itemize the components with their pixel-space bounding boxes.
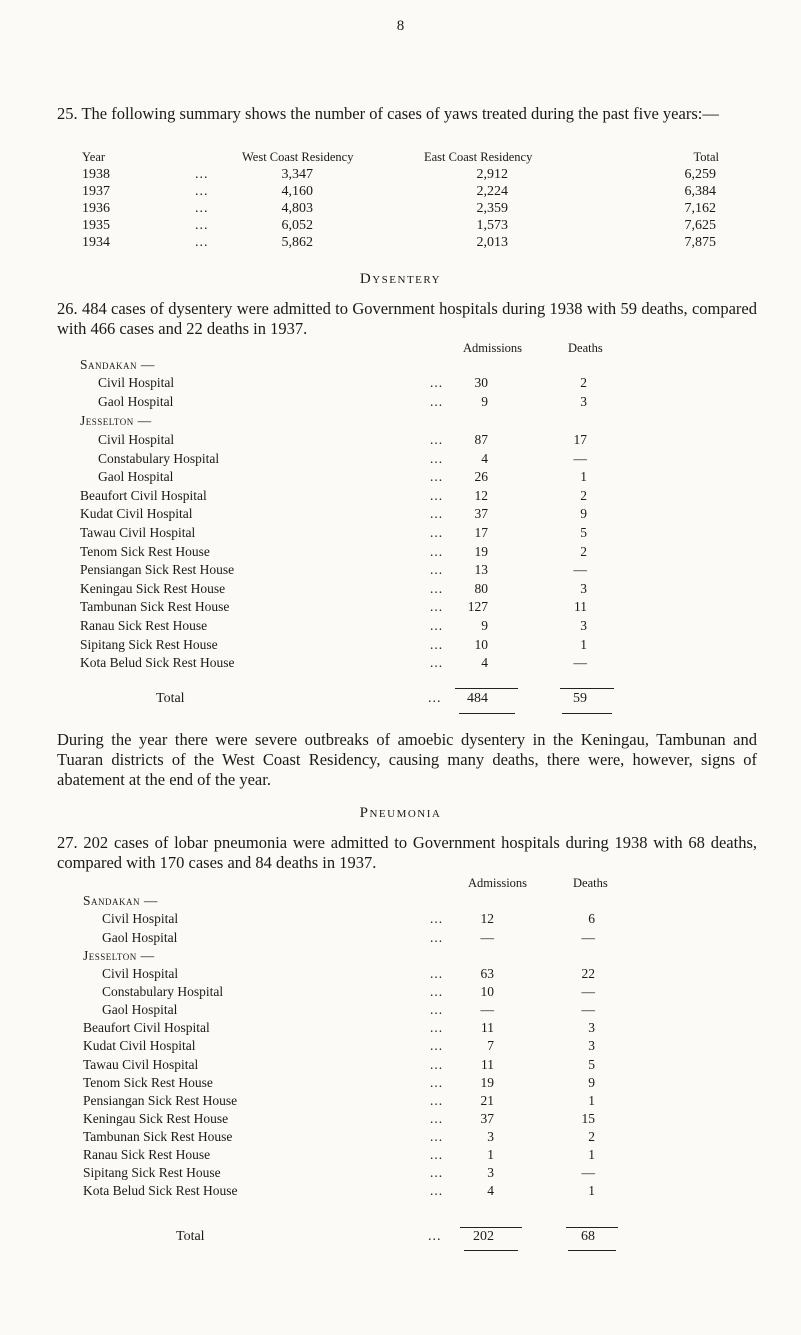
pneumonia-hospital-name: Civil Hospital: [102, 911, 179, 926]
pneumonia-row: [0, 984, 801, 1002]
leader-dots: ...: [430, 450, 444, 466]
pneumonia-deaths-value: 9: [588, 1074, 595, 1090]
yaws-west-value: 5,862: [281, 235, 313, 250]
pneumonia-admissions-value: 11: [481, 1020, 494, 1036]
pneumonia-admissions-value: 21: [480, 1092, 494, 1108]
pneumonia-row: [0, 1147, 801, 1165]
dysentery-hospital-name: Tawau Civil Hospital: [80, 525, 196, 540]
pneumonia-deaths-value: 1: [588, 1147, 595, 1162]
dysentery-deaths-value: 3: [580, 394, 587, 409]
dysentery-hospital-name: Tambunan Sick Rest House: [80, 599, 230, 615]
dysentery-deaths-value: 2: [580, 543, 587, 559]
dysentery-admissions-value: 87: [474, 432, 488, 447]
leader-dots: ...: [430, 432, 444, 447]
dysentery-row: [0, 544, 801, 562]
yaws-total-value: 6,384: [684, 184, 716, 199]
leader-dots: ...: [430, 1056, 444, 1072]
leader-dots: ...: [430, 1038, 444, 1054]
dysentery-heading: Dysentery: [359, 271, 442, 287]
leader-dots: ...: [430, 506, 444, 522]
dysentery-total-admissions: 484: [467, 691, 488, 706]
dysentery-col-admissions: Admissions: [463, 341, 523, 355]
pneumonia-deaths-value: 5: [588, 1056, 595, 1072]
dysentery-underline-deaths: [562, 713, 612, 714]
pneumonia-admissions-value: 37: [480, 1110, 494, 1126]
leader-dots: ...: [195, 167, 209, 182]
pneumonia-hospital-name: Tawau Civil Hospital: [83, 1056, 199, 1072]
leader-dots: ...: [195, 184, 209, 199]
yaws-row: [0, 201, 801, 219]
leader-dots: ...: [430, 1183, 444, 1199]
yaws-row: [0, 167, 801, 185]
dysentery-row: [0, 469, 801, 487]
pneumonia-row: [0, 1093, 801, 1111]
dysentery-deaths-value: 9: [580, 506, 587, 522]
pneumonia-row: [0, 1057, 801, 1075]
dysentery-admissions-value: 4: [481, 655, 488, 671]
dysentery-row: [0, 506, 801, 524]
pneumonia-total-rule-deaths: [566, 1227, 618, 1228]
pneumonia-deaths-value: 22: [581, 966, 595, 981]
dysentery-admissions-value: 12: [474, 487, 488, 503]
pneumonia-total-rule: [460, 1227, 522, 1228]
pneumonia-admissions-value: 7: [487, 1038, 494, 1054]
dysentery-hospital-name: Ranau Sick Rest House: [80, 618, 208, 633]
leader-dots: ...: [430, 580, 444, 596]
dysentery-row: [0, 525, 801, 543]
leader-dots: ...: [430, 375, 444, 390]
dysentery-hospital-name: Kudat Civil Hospital: [80, 506, 193, 522]
pneumonia-heading: Pneumonia: [359, 805, 442, 821]
leader-dots: ...: [430, 599, 444, 615]
pneumonia-row: [0, 930, 801, 948]
yaws-total-value: 7,875: [684, 235, 716, 250]
dysentery-deaths-value: 3: [580, 618, 587, 633]
dysentery-hospital-name: Gaol Hospital: [98, 469, 174, 485]
leader-dots: ...: [430, 911, 444, 926]
pneumonia-hospital-name: Gaol Hospital: [102, 930, 178, 945]
pneumonia-hospital-name: Keningau Sick Rest House: [83, 1110, 229, 1126]
yaws-year: 1937: [82, 184, 110, 199]
paragraph-27: 27. 202 cases of lobar pneumonia were admitted to Government hospitals during 1938 with 68 deaths, compared with 170 cases and 84 deaths in 1937.: [57, 833, 757, 872]
dysentery-deaths-value: 1: [580, 636, 587, 652]
pneumonia-row: [0, 1111, 801, 1129]
pneumonia-admissions-value: 4: [487, 1183, 494, 1199]
dysentery-row: [0, 581, 801, 599]
yaws-year: 1936: [82, 201, 110, 216]
leader-dots: ...: [430, 1002, 444, 1018]
dysentery-admissions-value: 127: [467, 599, 488, 615]
leader-dots: ...: [195, 218, 209, 233]
yaws-row: [0, 235, 801, 253]
yaws-col-total: Total: [693, 150, 719, 164]
dysentery-admissions-value: 80: [474, 580, 488, 596]
dysentery-admissions-value: 17: [474, 525, 488, 540]
pneumonia-col-deaths: Deaths: [573, 876, 608, 890]
pneumonia-row: [0, 1129, 801, 1147]
yaws-west-value: 4,803: [281, 201, 313, 216]
dysentery-admissions-value: 10: [474, 636, 488, 652]
leader-dots: ...: [430, 1165, 444, 1181]
dysentery-row: [0, 432, 801, 450]
dysentery-total-row: [0, 691, 801, 709]
pneumonia-hospital-name: Pensiangan Sick Rest House: [83, 1092, 238, 1108]
pneumonia-underline-admissions: [464, 1250, 518, 1251]
yaws-year: 1935: [82, 218, 110, 233]
paragraph-26: 26. 484 cases of dysentery were admitted to Government hospitals during 1938 with 59 deaths, compared with 466 cases and 22 deaths in 1937.: [57, 299, 757, 338]
pneumonia-row: [0, 1038, 801, 1056]
leader-dots: ...: [430, 487, 444, 503]
pneumonia-deaths-value: 15: [581, 1110, 595, 1126]
paragraph-25: 25. The following summary shows the number of cases of yaws treated during the past five years:—: [57, 104, 719, 123]
dysentery-hospital-name: Civil Hospital: [98, 432, 175, 447]
dysentery-row: [0, 488, 801, 506]
dysentery-row: [0, 375, 801, 393]
yaws-year: 1938: [82, 167, 110, 182]
dysentery-row: [0, 599, 801, 617]
dysentery-deaths-value: 17: [573, 432, 587, 447]
pneumonia-admissions-value: 10: [480, 984, 494, 1000]
dysentery-admissions-value: 9: [481, 618, 488, 633]
leader-dots: ...: [430, 525, 444, 540]
pneumonia-deaths-value: —: [581, 984, 595, 1000]
pneumonia-deaths-value: 1: [588, 1092, 595, 1108]
pneumonia-hospital-name: Tenom Sick Rest House: [83, 1074, 213, 1090]
dysentery-hospital-name: Keningau Sick Rest House: [80, 580, 226, 596]
leader-dots: ...: [428, 691, 442, 706]
pneumonia-admissions-value: 63: [480, 966, 494, 981]
dysentery-row: [0, 618, 801, 636]
dysentery-deaths-value: 3: [580, 580, 587, 596]
pneumonia-total-row: [0, 1229, 801, 1247]
pneumonia-admissions-value: 3: [487, 1128, 494, 1144]
dysentery-hospital-name: Gaol Hospital: [98, 394, 174, 409]
pneumonia-row: [0, 1165, 801, 1183]
dysentery-row: [0, 655, 801, 673]
dysentery-total-rule-deaths: [560, 688, 614, 689]
pneumonia-admissions-value: 12: [480, 911, 494, 926]
pneumonia-hospital-name: Sipitang Sick Rest House: [83, 1165, 221, 1181]
leader-dots: ...: [430, 562, 444, 578]
leader-dots: ...: [430, 984, 444, 1000]
dysentery-hospital-name: Constabulary Hospital: [98, 450, 220, 466]
pneumonia-hospital-name: Beaufort Civil Hospital: [83, 1020, 210, 1036]
leader-dots: ...: [195, 235, 209, 250]
pneumonia-deaths-value: 1: [588, 1183, 595, 1199]
leader-dots: ...: [430, 618, 444, 633]
dysentery-row: [0, 394, 801, 412]
pneumonia-col-admissions: Admissions: [468, 876, 528, 890]
dysentery-deaths-value: 2: [580, 487, 587, 503]
pneumonia-deaths-value: 6: [588, 911, 595, 926]
pneumonia-deaths-value: 2: [588, 1128, 595, 1144]
leader-dots: ...: [430, 1020, 444, 1036]
yaws-col-year: Year: [82, 150, 106, 164]
pneumonia-row: [0, 966, 801, 984]
leader-dots: ...: [430, 655, 444, 671]
dysentery-deaths-value: —: [573, 450, 587, 466]
leader-dots: ...: [430, 636, 444, 652]
pneumonia-total-label: Total: [176, 1229, 205, 1244]
pneumonia-deaths-value: —: [581, 930, 595, 945]
dysentery-deaths-value: —: [573, 562, 587, 578]
yaws-header-row: [0, 150, 801, 168]
yaws-east-value: 2,224: [476, 184, 508, 199]
pneumonia-admissions-value: 3: [487, 1165, 494, 1181]
yaws-row: [0, 218, 801, 236]
yaws-east-value: 2,359: [476, 201, 508, 216]
dysentery-admissions-value: 26: [474, 469, 488, 485]
pneumonia-row: [0, 1183, 801, 1201]
pneumonia-hospital-name: Ranau Sick Rest House: [83, 1147, 211, 1162]
dysentery-deaths-value: 2: [580, 375, 587, 390]
yaws-west-value: 6,052: [281, 218, 313, 233]
pneumonia-admissions-value: —: [480, 930, 494, 945]
leader-dots: ...: [430, 543, 444, 559]
dysentery-total-rule: [455, 688, 518, 689]
dysentery-admissions-value: 4: [481, 450, 488, 466]
pneumonia-admissions-value: —: [480, 1002, 494, 1018]
leader-dots: ...: [430, 1147, 444, 1162]
dysentery-underline-admissions: [459, 713, 515, 714]
pneumonia-admissions-value: 11: [481, 1056, 494, 1072]
yaws-col-east: East Coast Residency: [424, 150, 533, 164]
yaws-total-value: 6,259: [684, 167, 716, 182]
dysentery-admissions-value: 37: [474, 506, 488, 522]
dysentery-admissions-value: 9: [481, 394, 488, 409]
leader-dots: ...: [430, 394, 444, 409]
leader-dots: ...: [428, 1229, 442, 1244]
dysentery-total-deaths: 59: [573, 691, 587, 706]
dysentery-deaths-value: 1: [580, 469, 587, 485]
yaws-year: 1934: [82, 235, 110, 250]
leader-dots: ...: [430, 469, 444, 485]
paragraph-dysentery-note: During the year there were severe outbreaks of amoebic dysentery in the Keningau, Tambunan and Tuaran districts of the West Coast Residency, causing many deaths, there were, however, signs of abatement at the end of the year.: [57, 730, 757, 789]
yaws-col-west: West Coast Residency: [242, 150, 354, 164]
pneumonia-total-deaths: 68: [581, 1229, 595, 1244]
leader-dots: ...: [430, 1074, 444, 1090]
leader-dots: ...: [430, 1128, 444, 1144]
yaws-row: [0, 184, 801, 202]
yaws-east-value: 2,912: [476, 167, 508, 182]
dysentery-hospital-name: Civil Hospital: [98, 375, 175, 390]
pneumonia-hospital-name: Kota Belud Sick Rest House: [83, 1183, 238, 1199]
pneumonia-hospital-name: Constabulary Hospital: [102, 984, 224, 1000]
pneumonia-hospital-name: Gaol Hospital: [102, 1002, 178, 1018]
pneumonia-row: [0, 1075, 801, 1093]
pneumonia-total-admissions: 202: [473, 1229, 494, 1244]
pneumonia-row: [0, 911, 801, 929]
pneumonia-deaths-value: —: [581, 1165, 595, 1181]
dysentery-hospital-name: Pensiangan Sick Rest House: [80, 562, 235, 578]
dysentery-total-label: Total: [156, 691, 185, 706]
dysentery-hospital-name: Tenom Sick Rest House: [80, 543, 210, 559]
pneumonia-row: [0, 1020, 801, 1038]
dysentery-row: [0, 637, 801, 655]
leader-dots: ...: [430, 1110, 444, 1126]
dysentery-deaths-value: 5: [580, 525, 587, 540]
leader-dots: ...: [430, 930, 444, 945]
dysentery-col-deaths: Deaths: [568, 341, 603, 355]
pneumonia-admissions-value: 1: [487, 1147, 494, 1162]
dysentery-admissions-value: 30: [474, 375, 488, 390]
leader-dots: ...: [430, 1092, 444, 1108]
yaws-east-value: 1,573: [476, 218, 508, 233]
dysentery-admissions-value: 19: [474, 543, 488, 559]
pneumonia-deaths-value: —: [581, 1002, 595, 1018]
dysentery-row: [0, 451, 801, 469]
pneumonia-hospital-name: Civil Hospital: [102, 966, 179, 981]
dysentery-admissions-value: 13: [474, 562, 488, 578]
yaws-west-value: 4,160: [281, 184, 313, 199]
dysentery-deaths-value: 11: [574, 599, 587, 615]
leader-dots: ...: [195, 201, 209, 216]
dysentery-hospital-name: Kota Belud Sick Rest House: [80, 655, 235, 671]
dysentery-row: [0, 562, 801, 580]
yaws-total-value: 7,162: [684, 201, 716, 216]
pneumonia-hospital-name: Kudat Civil Hospital: [83, 1038, 196, 1054]
pneumonia-row: [0, 1002, 801, 1020]
dysentery-hospital-name: Beaufort Civil Hospital: [80, 487, 207, 503]
pneumonia-header-row: [0, 876, 801, 894]
yaws-total-value: 7,625: [684, 218, 716, 233]
pneumonia-deaths-value: 3: [588, 1020, 595, 1036]
page-number: 8: [396, 18, 405, 34]
pneumonia-deaths-value: 3: [588, 1038, 595, 1054]
yaws-east-value: 2,013: [476, 235, 508, 250]
dysentery-deaths-value: —: [573, 655, 587, 671]
pneumonia-admissions-value: 19: [480, 1074, 494, 1090]
yaws-west-value: 3,347: [281, 167, 313, 182]
dysentery-hospital-name: Sipitang Sick Rest House: [80, 636, 218, 652]
pneumonia-underline-deaths: [568, 1250, 616, 1251]
leader-dots: ...: [430, 966, 444, 981]
pneumonia-hospital-name: Tambunan Sick Rest House: [83, 1128, 233, 1144]
